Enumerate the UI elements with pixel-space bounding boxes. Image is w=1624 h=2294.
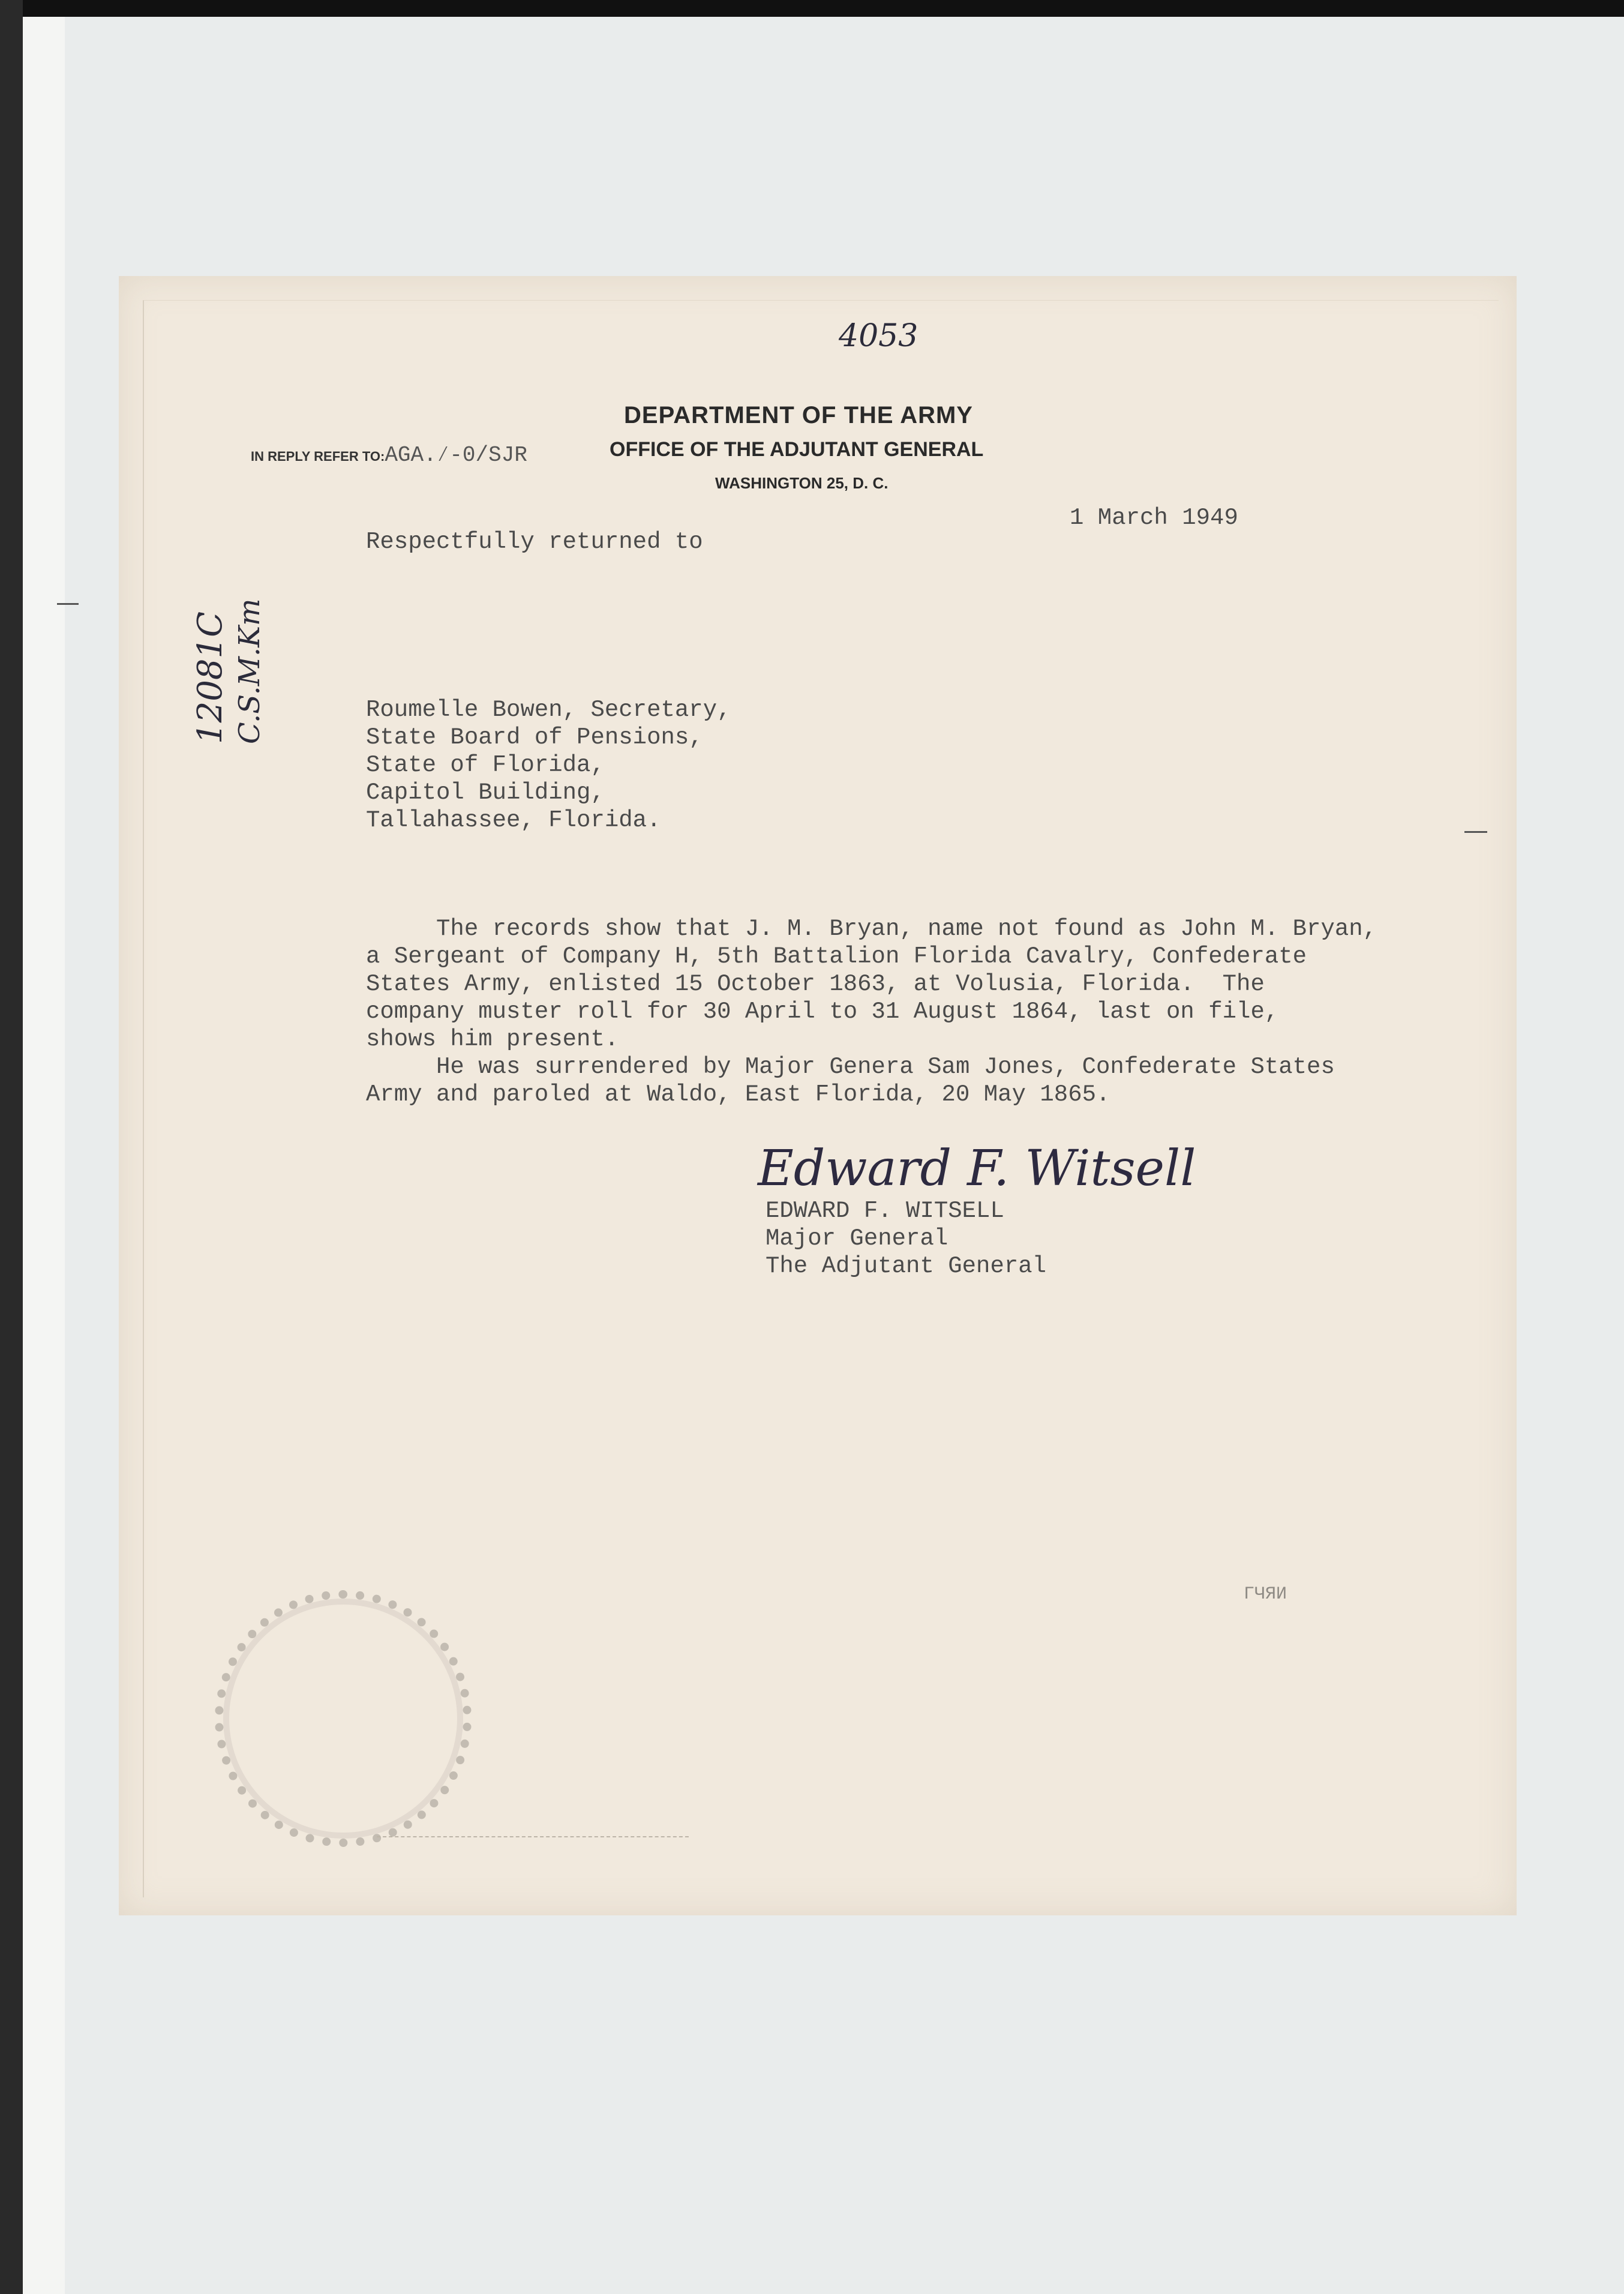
body-line: The records show that J. M. Bryan, name not found as John M. Bryan, xyxy=(366,916,1377,942)
reply-reference xyxy=(251,443,527,467)
body-line: company muster roll for 30 April to 31 August 1864, last on file, xyxy=(366,998,1279,1025)
letterhead-department: DEPARTMENT OF THE ARMY xyxy=(624,402,973,428)
body-line: a Sergeant of Company H, 5th Battalion Florida Cavalry, Confederate xyxy=(366,943,1307,970)
body-line: shows him present. xyxy=(366,1026,619,1052)
signatory-rank: Major General xyxy=(766,1225,948,1252)
faint-dotted-line xyxy=(377,1836,689,1837)
recipient-line: Roumelle Bowen, Secretary, xyxy=(366,697,731,723)
letterhead-office: OFFICE OF THE ADJUTANT GENERAL xyxy=(610,438,984,461)
margin-note-number: 12081C xyxy=(191,611,230,744)
scan-top-edge xyxy=(0,0,1624,17)
document-page xyxy=(119,276,1517,1915)
recipient-line: State Board of Pensions, xyxy=(366,724,703,751)
signatory-title: The Adjutant General xyxy=(766,1253,1047,1279)
signature-block xyxy=(766,1197,1046,1280)
reply-code: AGA.⁄-0/SJR xyxy=(385,443,527,467)
margin-tick-mark xyxy=(1464,831,1487,833)
letter-body xyxy=(366,915,1377,1108)
handwritten-signature: Edward F. Witsell xyxy=(758,1140,1196,1197)
faint-stamp-mark: ГЧЯИ xyxy=(1244,1584,1287,1605)
recipient-line: Tallahassee, Florida. xyxy=(366,807,661,833)
margin-note-initials: C.S.M.Km xyxy=(233,598,266,744)
salutation: Respectfully returned to xyxy=(366,529,703,555)
body-line: States Army, enlisted 15 October 1863, at Volusia, Florida. The xyxy=(366,971,1265,997)
recipient-address xyxy=(366,696,731,834)
body-line: Army and paroled at Waldo, East Florida, 20 May 1865. xyxy=(366,1081,1110,1108)
reply-label: IN REPLY REFER TO: xyxy=(251,449,385,464)
recipient-line: State of Florida, xyxy=(366,752,605,778)
margin-tick-mark xyxy=(57,603,79,605)
scan-left-edge xyxy=(0,0,23,2294)
letterhead-address: WASHINGTON 25, D. C. xyxy=(715,474,888,492)
document-number: 4053 xyxy=(839,318,918,354)
scan-background-strip xyxy=(23,17,65,2294)
body-line: He was surrendered by Major Genera Sam Jones, Confederate States xyxy=(366,1054,1335,1080)
signatory-name: EDWARD F. WITSELL xyxy=(766,1198,1004,1224)
letter-date: 1 March 1949 xyxy=(1070,505,1238,531)
embossed-seal xyxy=(215,1590,472,1847)
recipient-line: Capitol Building, xyxy=(366,779,605,806)
